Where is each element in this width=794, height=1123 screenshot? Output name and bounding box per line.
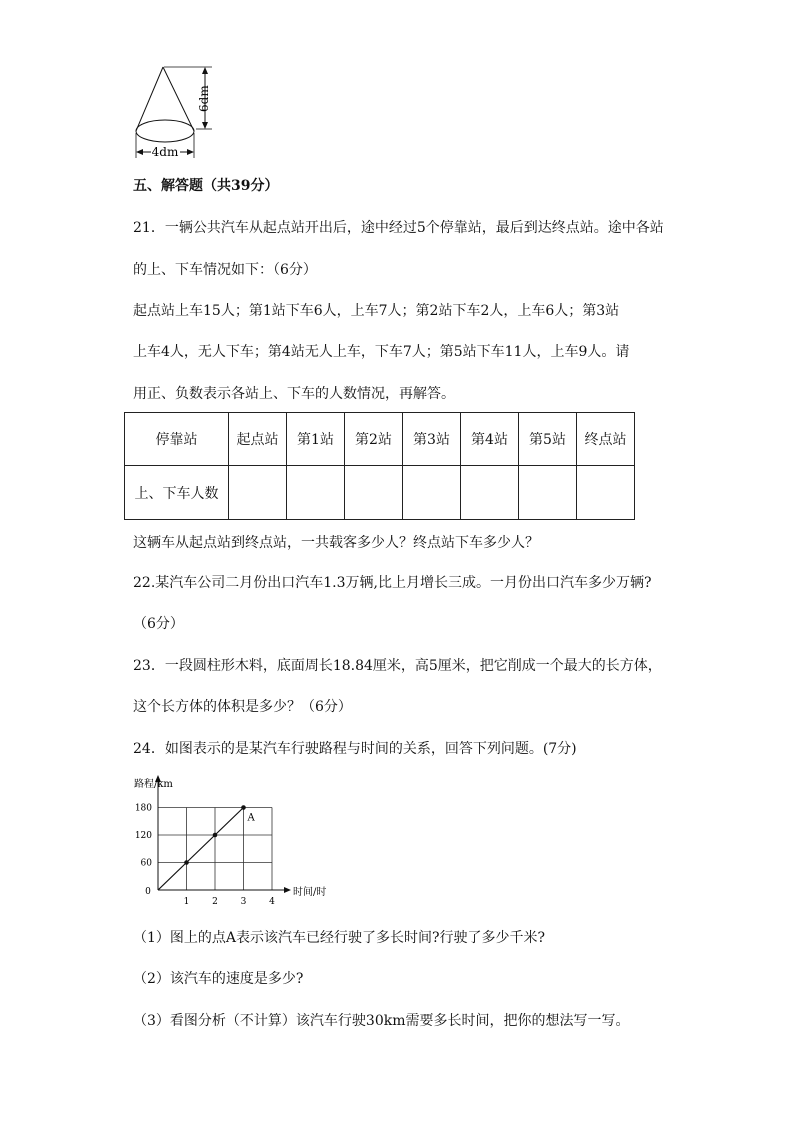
diameter-arrow-left-icon — [136, 149, 143, 155]
table-header-cell: 第2站 — [345, 413, 403, 466]
chart-x-arrow-icon — [284, 887, 291, 893]
section-title: 五、解答题（共39分） — [133, 178, 279, 194]
q21-line2: 的上、下车情况如下：（6分） — [133, 262, 317, 278]
q24-sub2: （2）该汽车的速度是多少? — [133, 971, 304, 987]
table-header-cell: 第3站 — [403, 413, 461, 466]
chart-y-axis-label: 路程/km — [134, 779, 173, 790]
diameter-arrow-right-icon — [187, 149, 194, 155]
q23-line2: 这个长方体的体积是多少？（6分） — [133, 699, 352, 715]
chart-y-tick-label: 180 — [134, 803, 152, 814]
table-header-row — [125, 413, 635, 466]
chart-point-a-label: A — [247, 812, 255, 824]
height-arrow-down-icon — [202, 122, 208, 129]
table-answer-cell[interactable] — [345, 466, 403, 520]
table-answer-cell[interactable] — [403, 466, 461, 520]
q22-line2: （6分） — [133, 616, 184, 632]
table-header-cell: 第4站 — [461, 413, 519, 466]
chart-x-tick-label: 0 — [145, 887, 151, 897]
table-answer-cell[interactable] — [287, 466, 345, 520]
chart-data-point — [213, 833, 218, 838]
stops-table — [124, 412, 635, 520]
table-answer-cell[interactable] — [577, 466, 635, 520]
table-header-cell: 起点站 — [229, 413, 287, 466]
chart-x-tick-label: 3 — [240, 897, 247, 907]
cone-height-label: 6dm — [197, 85, 211, 112]
table-header-cell: 终点站 — [577, 413, 635, 466]
table-header-cell: 停靠站 — [125, 413, 229, 466]
table-answer-cell[interactable] — [229, 466, 287, 520]
q21-line1: 21．一辆公共汽车从起点站开出后，途中经过5个停靠站，最后到达终点站。途中各站 — [133, 220, 664, 236]
q24-intro: 24．如图表示的是某汽车行驶路程与时间的关系，回答下列问题。(7分) — [133, 741, 577, 757]
chart-y-tick-label: 120 — [134, 831, 152, 841]
chart-x-tick-label: 1 — [183, 897, 190, 907]
height-arrow-up-icon — [202, 67, 208, 74]
q21-question: 这辆车从起点站到终点站，一共载客多少人？终点站下车多少人？ — [133, 535, 539, 551]
table-row — [125, 466, 635, 520]
chart-y-tick-label: 60 — [140, 858, 152, 869]
table-answer-cell[interactable] — [519, 466, 577, 520]
distance-time-chart — [130, 770, 370, 910]
chart-x-tick-label: 2 — [212, 897, 218, 907]
cone-diameter-label: 4dm — [151, 145, 179, 159]
table-header-cell: 第1站 — [287, 413, 345, 466]
chart-data-point — [241, 805, 246, 810]
q24-sub1: （1）图上的点A表示该汽车已经行驶了多长时间?行驶了多少千米? — [133, 930, 546, 946]
q24-sub3: （3）看图分析（不计算）该汽车行驶30km需要多长时间，把你的想法写一写。 — [133, 1013, 630, 1029]
chart-data-point — [184, 860, 189, 865]
q21-line4: 上车4人，无人下车；第4站无人上车，下车7人；第5站下车11人，上车9人。请 — [133, 344, 630, 360]
q21-line5: 用正、负数表示各站上、下车的人数情况，再解答。 — [133, 386, 455, 402]
chart-x-axis-label: 时间/时 — [293, 887, 327, 898]
cone-base — [136, 120, 194, 142]
table-header-cell: 第5站 — [519, 413, 577, 466]
q23-line1: 23．一段圆柱形木料，底面周长18.84厘米，高5厘米，把它削成一个最大的长方体， — [133, 658, 662, 674]
cone-figure — [0, 0, 794, 170]
chart-series-line — [158, 808, 244, 891]
table-answer-cell[interactable] — [461, 466, 519, 520]
chart-x-tick-label: 4 — [269, 897, 275, 907]
q22-line1: 22.某汽车公司二月份出口汽车1.3万辆,比上月增长三成。一月份出口汽车多少万辆? — [133, 575, 652, 591]
q21-line3: 起点站上车15人；第1站下车6人，上车7人；第2站下车2人，上车6人；第3站 — [133, 303, 620, 319]
table-row-label: 上、下车人数 — [125, 466, 229, 520]
